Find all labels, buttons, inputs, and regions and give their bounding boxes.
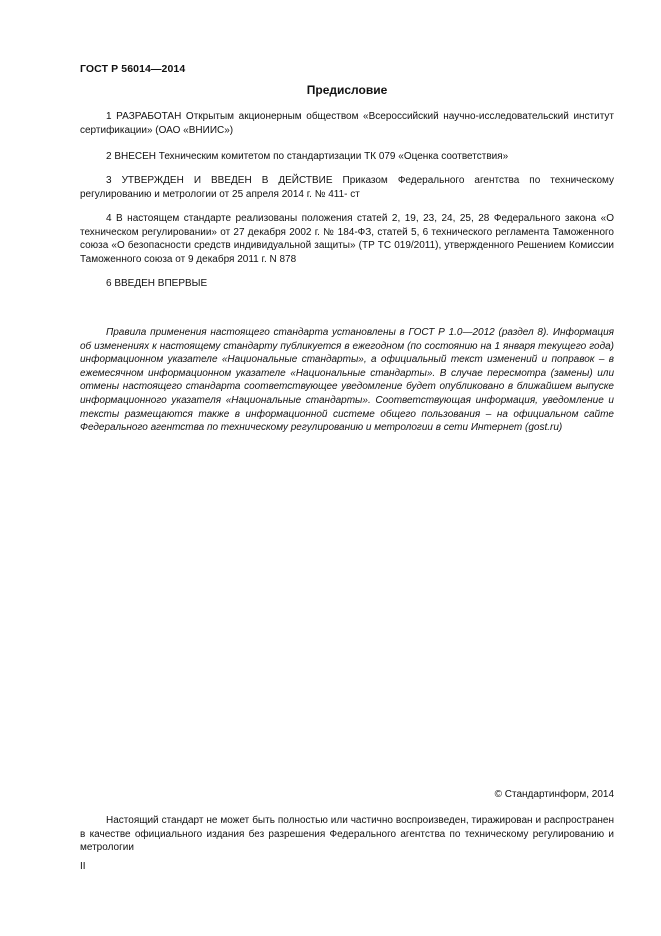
preface-item-6: 6 ВВЕДЕН ВПЕРВЫЕ <box>106 278 208 289</box>
page-number: II <box>80 861 86 872</box>
preface-item-2: 2 ВНЕСЕН Техническим комитетом по стандартизации ТК 079 «Оценка соответствия» <box>106 151 509 162</box>
preface-title: Предисловие <box>306 83 388 97</box>
application-rules-note: Правила применения настоящего стандарта установлены в ГОСТ Р 1.0—2012 (раздел 8). Информация об изменениях к настоящему стандарту публикуется в ежегодном (по состоянию на 1 января текущего года) информационном указателе «Национальные стандарты», а официальный текст изменений и поправок – в ежемесячном информационном указателе «Национальные стандарты». В случае пересмотра (замены) или отмены настоящего стандарта соответствующее уведомление будет опубликовано в ближайшем выпуске информационного указателя «Национальные стандарты». Соответствующая информация, уведомление и тексты размещаются также в информационной системе общего пользования – на официальном сайте Федерального агентства по техническому регулированию и метрологии в сети Интернет (gost.ru) <box>80 327 614 434</box>
copyright-notice: © Стандартинформ, 2014 <box>494 789 614 800</box>
preface-item-1: 1 РАЗРАБОТАН Открытым акционерным обществом «Всероссийский научно-исследовательский институт сертификации» (ОАО «ВНИИС») <box>80 111 614 136</box>
document-code: ГОСТ Р 56014—2014 <box>80 63 186 75</box>
reproduction-notice: Настоящий стандарт не может быть полностью или частично воспроизведен, тиражирован и распространен в качестве официального издания без разрешения Федерального агентства по техническому регулированию и метрологии <box>80 815 614 853</box>
preface-item-4: 4 В настоящем стандарте реализованы положения статей 2, 19, 23, 24, 25, 28 Федерального закона «О техническом регулировании» от 27 декабря 2002 г. № 184-ФЗ, статей 5, 6 технического регламента Таможенного союза «О безопасности средств индивидуальной защиты» (ТР ТС 019/2011), утвержденного Решением Комиссии Таможенного союза от 9 декабря 2011 г. N 878 <box>80 213 614 265</box>
preface-item-3: 3 УТВЕРЖДЕН И ВВЕДЕН В ДЕЙСТВИЕ Приказом Федерального агентства по техническому регулированию и метрологии от 25 апреля 2014 г. № 411- ст <box>80 175 614 200</box>
